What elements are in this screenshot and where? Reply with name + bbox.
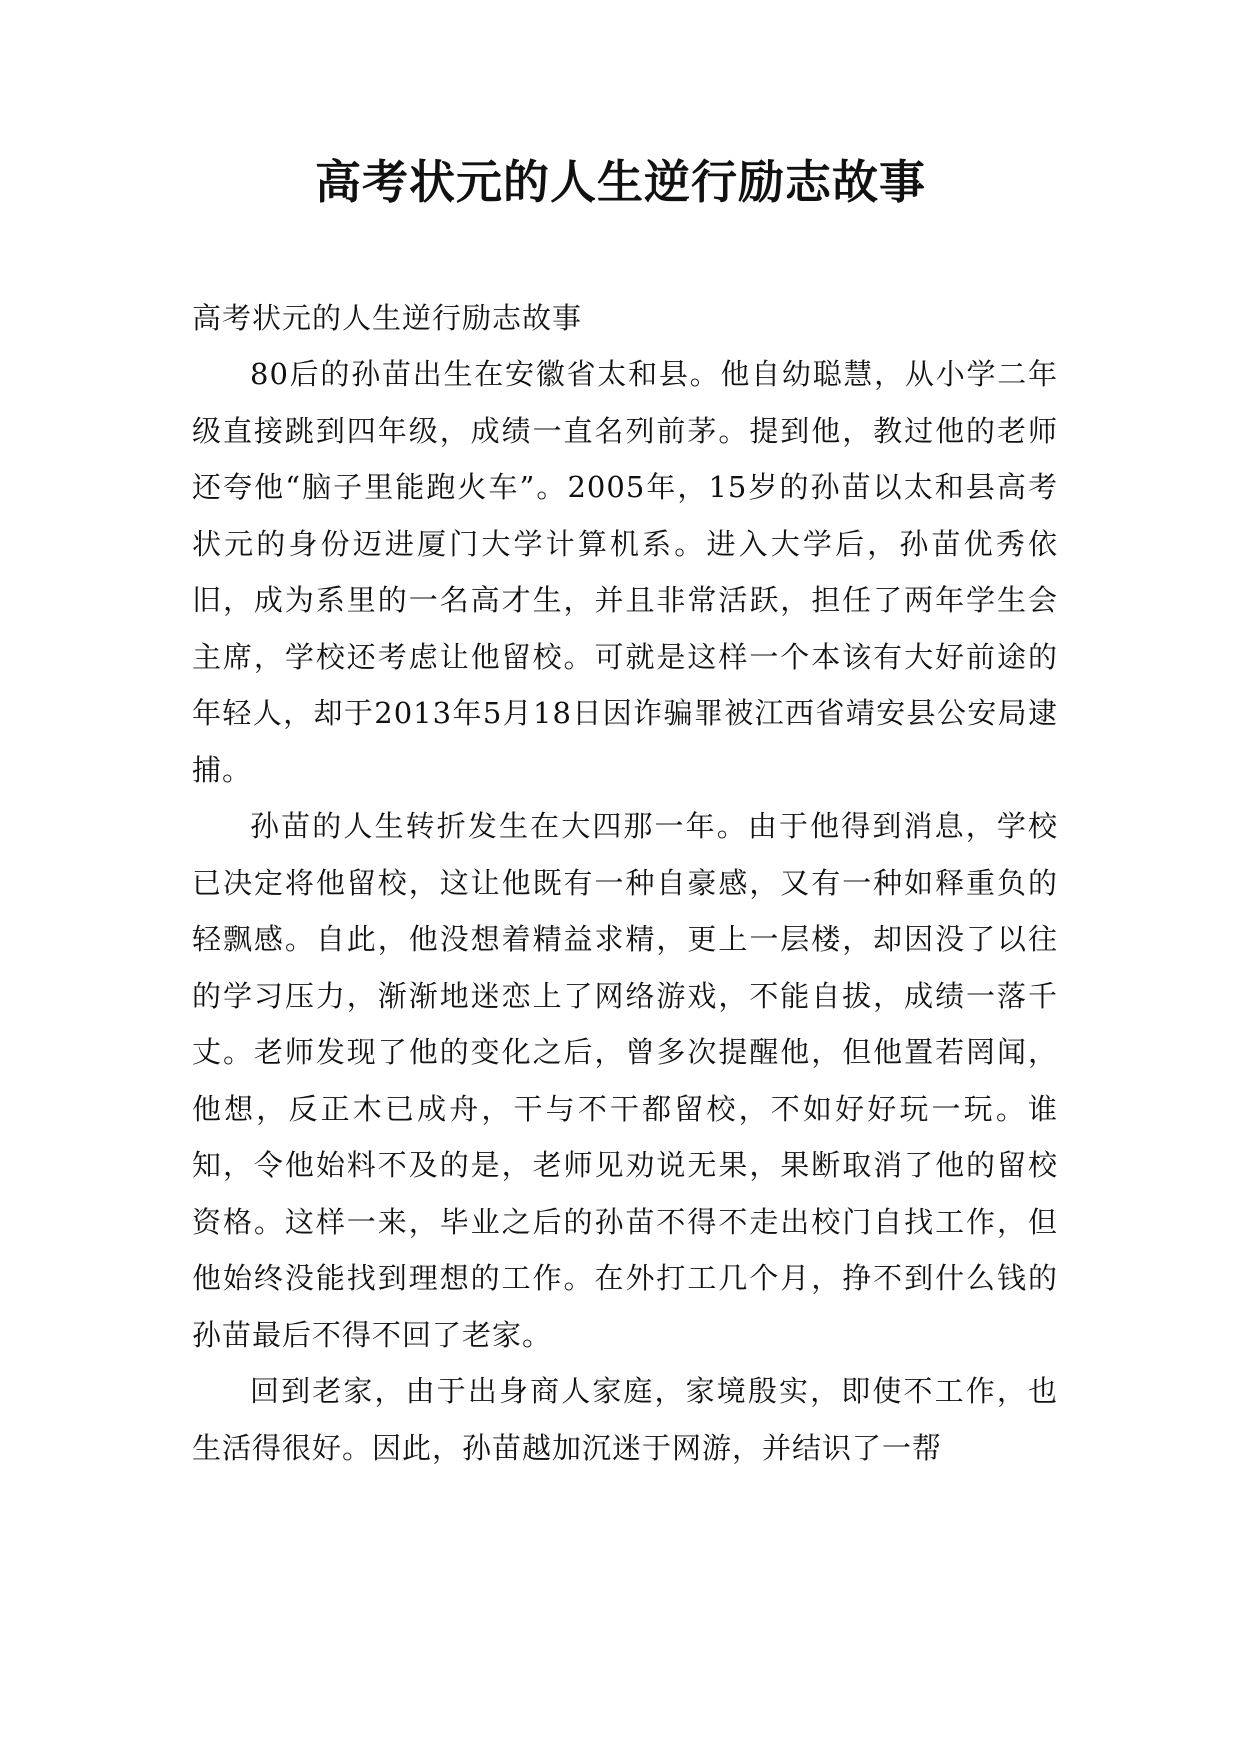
document-body [192, 290, 1058, 1476]
paragraph: 回到老家，由于出身商人家庭，家境殷实，即使不工作，也生活得很好。因此，孙苗越加沉迷于网游，并结识了一帮 [192, 1374, 1058, 1465]
document-subtitle: 高考状元的人生逆行励志故事 [192, 301, 583, 335]
paragraph: 80后的孙苗出生在安徽省太和县。他自幼聪慧，从小学二年级直接跳到四年级，成绩一直名列前茅。提到他，教过他的老师还夸他“脑子里能跑火车”。2005年，15岁的孙苗以太和县高考状元的身份迈进厦门大学计算机系。进入大学后，孙苗优秀依旧，成为系里的一名高才生，并且非常活跃，担任了两年学生会主席，学校还考虑让他留校。可就是这样一个本该有大好前途的年轻人，却于2013年5月18日因诈骗罪被江西省靖安县公安局逮捕。 [192, 357, 1058, 787]
paragraph: 孙苗的人生转折发生在大四那一年。由于他得到消息，学校已决定将他留校，这让他既有一种自豪感，又有一种如释重负的轻飘感。自此，他没想着精益求精，更上一层楼，却因没了以往的学习压力，渐渐地迷恋上了网络游戏，不能自拔，成绩一落千丈。老师发现了他的变化之后，曾多次提醒他，但他置若罔闻，他想，反正木已成舟，干与不干都留校，不如好好玩一玩。谁知，令他始料不及的是，老师见劝说无果，果断取消了他的留校资格。这样一来，毕业之后的孙苗不得不走出校门自找工作，但他始终没能找到理想的工作。在外打工几个月，挣不到什么钱的孙苗最后不得不回了老家。 [192, 809, 1058, 1352]
document-title: 高考状元的人生逆行励志故事 [315, 155, 926, 209]
